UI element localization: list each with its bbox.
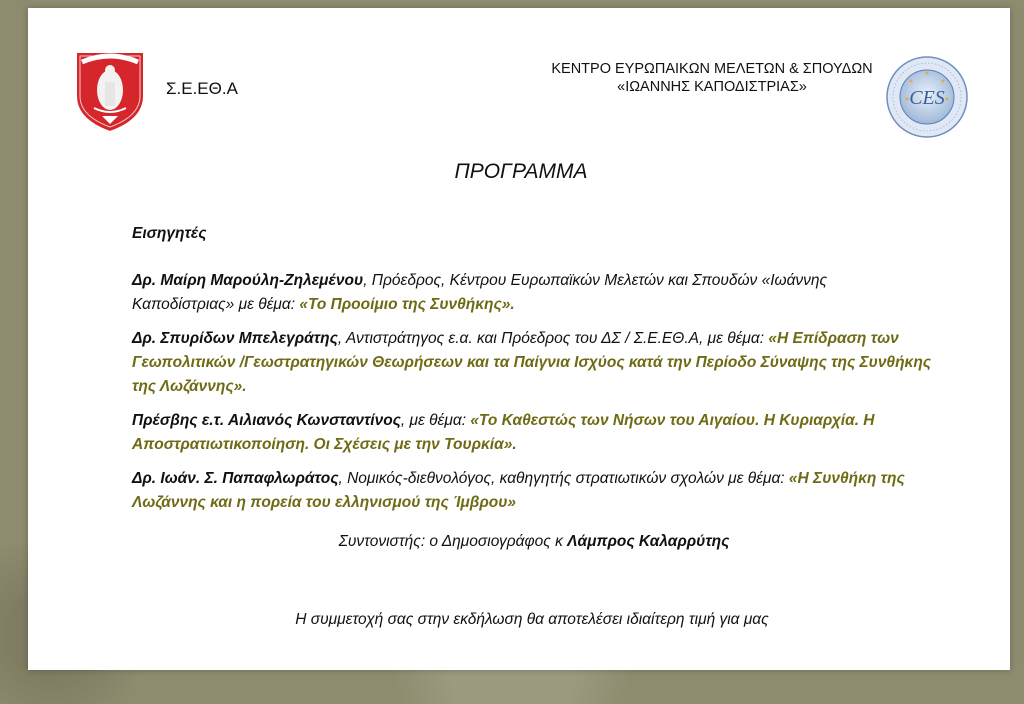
speaker-topic: «Η Επίδραση των Γεωπολιτικών /Γεωστρατηγικών Θεωρήσεων και τα Παίγνια Ισχύος κατά την Περίοδο Σύναψης της Συνθήκης της Λωζάννης». <box>132 330 932 395</box>
speaker-role: , Αντιστράτηγος ε.α. και Πρόεδρος του ΔΣ / Σ.Ε.ΕΘ.Α, με θέμα: <box>337 330 769 347</box>
org-abbreviation: Σ.Ε.ΕΘ.Α <box>166 79 238 98</box>
speaker-4 <box>132 467 932 515</box>
speaker-1 <box>132 269 932 317</box>
speaker-name: Δρ. Μαίρη Μαρούλη-Ζηλεμένου <box>132 272 364 289</box>
speaker-role: , με θέμα: <box>400 412 471 429</box>
speaker-name: Δρ. Σπυρίδων Μπελεγράτης <box>132 330 338 347</box>
moderator-label: Συντονιστής: ο Δημοσιογράφος κ <box>338 533 568 550</box>
speaker-topic: «Η Συνθήκη της Λωζάννης και η πορεία του ελληνισμού της Ίμβρου» <box>132 470 905 511</box>
army-crest-icon <box>72 46 148 134</box>
moderator-line <box>0 533 1024 551</box>
moderator-name: Λάμπρος Καλαρρύτης <box>567 533 730 550</box>
svg-text:CES: CES <box>909 87 945 109</box>
closing-note: Η συμμετοχή σας στην εκδήλωση θα αποτελέσει ιδιαίτερη τιμή για μας <box>295 611 769 628</box>
speaker-name: Δρ. Ιωάν. Σ. Παπαφλωράτος <box>132 470 339 487</box>
cess-emblem-icon <box>885 55 969 139</box>
speaker-topic: «Το Καθεστώς των Νήσων του Αιγαίου. Η Κυριαρχία. Η Αποστρατιωτικοποίηση. Οι Σχέσεις με την Τουρκία». <box>132 412 875 453</box>
org-name-line2: «ΙΩΑΝΝΗΣ ΚΑΠΟΔΙΣΤΡΙΑΣ» <box>617 79 807 95</box>
speaker-name: Πρέσβης ε.τ. Αιλιανός Κωνσταντίνος <box>132 412 401 429</box>
speaker-role: , Πρόεδρος, Κέντρου Ευρωπαϊκών Μελετών και Σπουδών «Ιωάννης Καποδίστριας» με θέμα: <box>132 272 828 313</box>
speaker-2 <box>132 327 932 399</box>
org-name-block <box>520 60 904 96</box>
program-title: ΠΡΟΓΡΑΜΜΑ <box>454 160 588 183</box>
speakers-list <box>132 269 932 525</box>
speaker-role: , Νομικός-διεθνολόγος, καθηγητής στρατιωτικών σχολών με θέμα: <box>338 470 789 487</box>
speaker-3 <box>132 409 932 457</box>
speaker-topic: «Το Προοίμιο της Συνθήκης». <box>299 296 515 313</box>
org-name-line1: ΚΕΝΤΡΟ ΕΥΡΩΠΑΙΚΩΝ ΜΕΛΕΤΩΝ & ΣΠΟΥΔΩΝ <box>551 61 873 77</box>
speakers-heading: Εισηγητές <box>132 225 207 242</box>
